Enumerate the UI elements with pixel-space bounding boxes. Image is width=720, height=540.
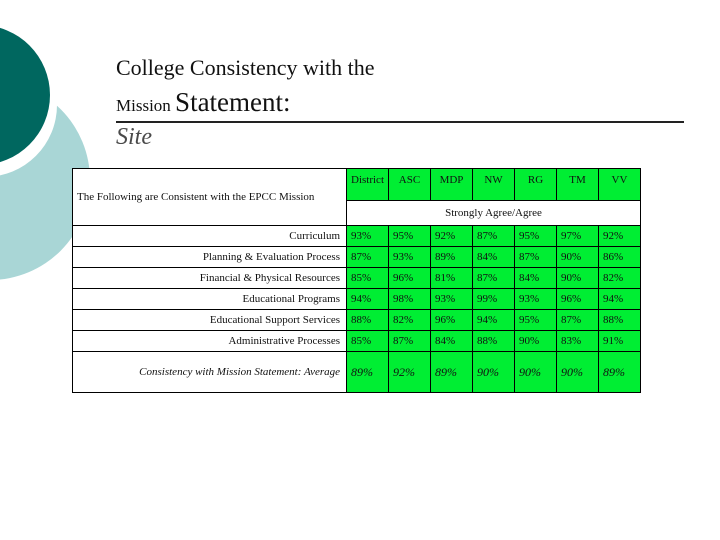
table-row (73, 289, 641, 310)
col-header-nw: NW (473, 169, 515, 201)
table-cell: 87% (473, 226, 515, 247)
table-cell: 93% (347, 226, 389, 247)
table-cell: 84% (515, 268, 557, 289)
table-cell: 87% (347, 247, 389, 268)
slide-title (116, 54, 686, 152)
table-cell: 87% (473, 268, 515, 289)
average-cell: 89% (431, 352, 473, 393)
table-cell: 87% (557, 310, 599, 331)
col-header-mdp: MDP (431, 169, 473, 201)
col-header-rg: RG (515, 169, 557, 201)
table-cell: 95% (515, 310, 557, 331)
average-cell: 92% (389, 352, 431, 393)
table-cell: 99% (473, 289, 515, 310)
table-header-row (73, 169, 641, 201)
row-label: Administrative Processes (73, 331, 347, 352)
table-row (73, 310, 641, 331)
title-line-3: Site (116, 124, 152, 150)
row-label: Planning & Evaluation Process (73, 247, 347, 268)
average-label: Consistency with Mission Statement: Average (73, 352, 347, 393)
consistency-table (72, 168, 641, 393)
table-cell: 83% (557, 331, 599, 352)
table-cell: 90% (557, 247, 599, 268)
row-label: Curriculum (73, 226, 347, 247)
average-row (73, 352, 641, 393)
table-cell: 84% (431, 331, 473, 352)
table-cell: 86% (599, 247, 641, 268)
table-cell: 94% (599, 289, 641, 310)
table-cell: 98% (389, 289, 431, 310)
table-cell: 95% (515, 226, 557, 247)
table-cell: 82% (599, 268, 641, 289)
table-cell: 87% (515, 247, 557, 268)
table-cell: 89% (431, 247, 473, 268)
table-subheader: Strongly Agree/Agree (347, 201, 641, 226)
table-cell: 88% (347, 310, 389, 331)
table-cell: 96% (389, 268, 431, 289)
table-intro-label: The Following are Consistent with the EPCC Mission (73, 169, 347, 226)
table-cell: 84% (473, 247, 515, 268)
table-cell: 93% (389, 247, 431, 268)
table-cell: 94% (347, 289, 389, 310)
title-line-2 (116, 88, 686, 120)
title-line-2-big: Statement: (175, 87, 291, 117)
col-header-asc: ASC (389, 169, 431, 201)
title-line-2-small: Mission (116, 96, 171, 115)
table-row (73, 247, 641, 268)
table-cell: 96% (431, 310, 473, 331)
table-cell: 92% (599, 226, 641, 247)
table-cell: 88% (599, 310, 641, 331)
col-header-tm: TM (557, 169, 599, 201)
table-cell: 85% (347, 268, 389, 289)
col-header-district: District (347, 169, 389, 201)
table-cell: 88% (473, 331, 515, 352)
row-label: Educational Programs (73, 289, 347, 310)
table-row (73, 331, 641, 352)
title-rule (116, 121, 684, 123)
average-cell: 89% (347, 352, 389, 393)
average-cell: 89% (599, 352, 641, 393)
table-cell: 81% (431, 268, 473, 289)
table-cell: 97% (557, 226, 599, 247)
table-cell: 94% (473, 310, 515, 331)
title-line-1: College Consistency with the (116, 55, 375, 80)
table-cell: 90% (515, 331, 557, 352)
table-row (73, 226, 641, 247)
table-cell: 93% (431, 289, 473, 310)
table-cell: 90% (557, 268, 599, 289)
table-row (73, 268, 641, 289)
average-cell: 90% (515, 352, 557, 393)
table-cell: 85% (347, 331, 389, 352)
average-cell: 90% (557, 352, 599, 393)
table-cell: 91% (599, 331, 641, 352)
table-cell: 93% (515, 289, 557, 310)
row-label: Financial & Physical Resources (73, 268, 347, 289)
col-header-vv: VV (599, 169, 641, 201)
table-cell: 87% (389, 331, 431, 352)
table-cell: 96% (557, 289, 599, 310)
average-cell: 90% (473, 352, 515, 393)
table-cell: 82% (389, 310, 431, 331)
table-cell: 92% (431, 226, 473, 247)
row-label: Educational Support Services (73, 310, 347, 331)
table-cell: 95% (389, 226, 431, 247)
